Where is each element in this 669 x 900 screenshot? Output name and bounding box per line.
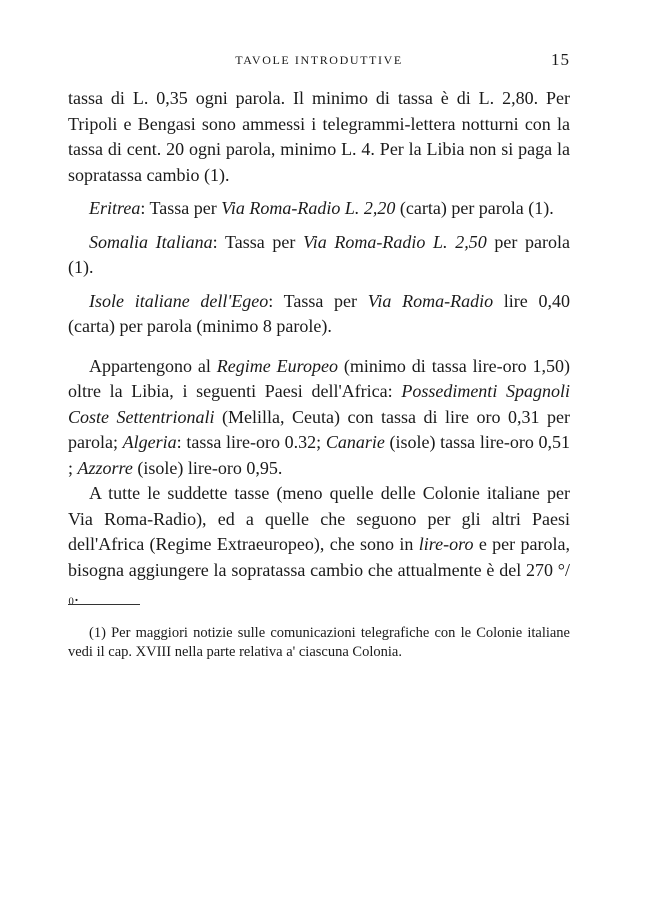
p5-text-5: (isole) tassa lire-oro 0,51 ;: [68, 432, 570, 478]
p5-italic-regime: Regime Europeo: [216, 355, 338, 376]
running-header: [68, 50, 570, 70]
p6-text-2: e per parola, bisogna aggiungere la sopratassa cambio che attualmente è del 270 °/₀.: [68, 534, 570, 605]
footnote-1: (1) Per maggiori notizie sulle comunicazioni telegrafiche con le Colonie italiane vedi il cap. XVIII nella parte relativa a' ciascuna Colonia.: [68, 625, 570, 660]
paragraph-egeo-text-b: lire 0,40 (carta) per parola (minimo 8 parole).: [68, 290, 570, 336]
paragraph-eritrea-text-b: (carta) per parola (1).: [395, 198, 554, 218]
paragraph-somalia-text-a: : Tassa per: [212, 231, 304, 252]
paragraph-libia-rates: tassa di L. 0,35 ogni parola. Il minimo di tassa è di L. 2,80. Per Tripoli e Bengasi sono ammessi i telegrammi-lettera notturni con la tassa di cent. 20 ogni parola, minimo L. 4. Per la Libia non si paga la sopratassa cambio (1).: [68, 88, 570, 185]
p5-text-6: (isole) lire-oro 0,95.: [132, 457, 283, 478]
main-text: [68, 86, 570, 609]
paragraph-somalia-text-b: per parola (1).: [68, 231, 571, 277]
p5-italic-canarie: Canarie: [325, 432, 385, 452]
header-title: TAVOLE INTRODUTTIVE: [235, 53, 403, 67]
p5-italic-algeria: Algeria: [122, 432, 177, 452]
paragraph-eritrea: [68, 196, 570, 222]
service-egeo: Via Roma-Radio: [367, 290, 494, 311]
paragraph-eritrea-text-a: : Tassa per: [140, 198, 222, 218]
p5-text-4: : tassa lire-oro 0.32;: [176, 432, 326, 452]
paragraph-sopratassa: [68, 481, 570, 609]
p5-text-2: (minimo di tassa lire-oro 1,50) oltre la Libia, i seguenti Paesi dell'Africa:: [68, 355, 570, 401]
page-number: 15: [551, 50, 570, 69]
service-eritrea: Via Roma-Radio L. 2,20: [221, 198, 396, 218]
p5-italic-possedimenti: Possedimenti Spagnoli Coste Settentrionali: [68, 381, 570, 427]
paragraph-somalia: [68, 230, 570, 281]
p5-italic-azzorre: Azzorre: [77, 457, 133, 478]
p6-italic-lire-oro: lire-oro: [418, 534, 474, 554]
p5-text-1: Appartengono al: [89, 355, 217, 376]
place-somalia: Somalia Italiana: [89, 231, 213, 252]
p5-text-3: (Melilla, Ceuta) con tassa di lire oro 0,31 per parola;: [68, 406, 570, 452]
service-somalia: Via Roma-Radio L. 2,50: [303, 231, 487, 252]
footnote-divider: [68, 604, 140, 605]
paragraph-egeo: [68, 289, 570, 340]
paragraph-regime-europeo: [68, 354, 570, 482]
p6-text-1: A tutte le suddette tasse (meno quelle delle Colonie italiane per Via Roma-Radio), ed a quelle che seguono per gli altri Paesi dell'Africa (Regime Extraeuropeo), che sono in: [68, 483, 570, 554]
paragraph-egeo-text-a: : Tassa per: [268, 290, 368, 311]
place-eritrea: Eritrea: [89, 198, 141, 218]
place-egeo: Isole italiane dell'Egeo: [89, 290, 269, 311]
